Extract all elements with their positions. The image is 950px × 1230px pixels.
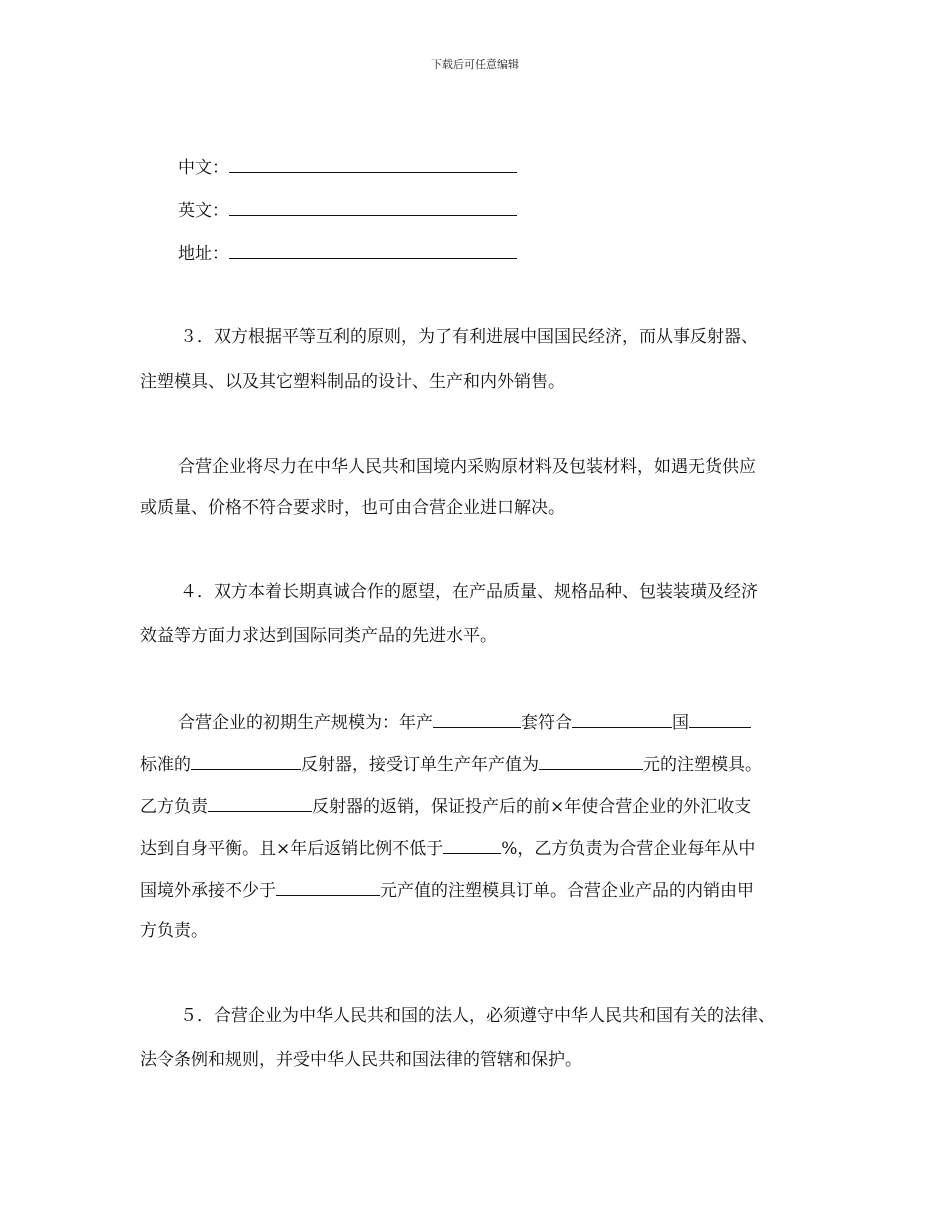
field-english-name	[178, 197, 517, 223]
field-address	[178, 240, 517, 266]
blank-line	[443, 835, 501, 854]
blank-line	[433, 709, 521, 728]
field-label: 英文：	[178, 201, 229, 221]
purchase-paragraph-line-2: 或质量、价格不符合要求时，也可由合营企业进口解决。	[140, 498, 565, 518]
section-4-line-1: ４．双方本着长期真诚合作的愿望，在产品质量、规格品种、包装装璜及经济	[180, 582, 758, 602]
blank-line	[689, 709, 751, 728]
blank-line	[191, 751, 301, 770]
section-3-line-2: 注塑模具、以及其它塑料制品的设计、生产和内外销售。	[140, 372, 565, 392]
scale-paragraph-line-5: 国境外承接不少于 元产值的注塑模具订单。合营企业产品的内销由甲	[140, 877, 754, 903]
blank-line	[539, 751, 643, 770]
blank-line	[572, 709, 672, 728]
blank-line	[229, 154, 517, 173]
scale-paragraph-line-1: 合营企业的初期生产规模为：年产 套符合 国	[178, 709, 751, 735]
blank-line	[229, 240, 517, 259]
blank-line	[208, 793, 312, 812]
field-chinese-name	[178, 154, 517, 180]
scale-paragraph-line-2: 标准的 反射器，接受订单生产年产值为 元的注塑模具。	[140, 751, 762, 777]
blank-line	[229, 197, 517, 216]
purchase-paragraph-line-1: 合营企业将尽力在中华人民共和国境内采购原材料及包装材料，如遇无货供应	[178, 457, 756, 477]
section-5-line-2: 法令条例和规则，并受中华人民共和国法律的管辖和保护。	[140, 1050, 582, 1070]
section-3-line-1: ３．双方根据平等互利的原则，为了有利进展中国国民经济，而从事反射器、	[180, 327, 758, 347]
scale-paragraph-line-6: 方负责。	[140, 921, 208, 941]
field-label: 地址：	[178, 244, 229, 264]
scale-paragraph-line-4: 达到自身平衡。且×年后返销比例不低于 %，乙方负责为合营企业每年从中	[140, 835, 755, 861]
field-label: 中文：	[178, 158, 229, 178]
section-4-line-2: 效益等方面力求达到国际同类产品的先进水平。	[140, 626, 497, 646]
section-5-line-1: ５．合营企业为中华人民共和国的法人，必须遵守中华人民共和国有关的法律、	[180, 1006, 775, 1026]
blank-line	[276, 877, 380, 896]
page-header: 下载后可任意编辑	[431, 58, 519, 71]
scale-paragraph-line-3: 乙方负责 反射器的返销，保证投产后的前×年使合营企业的外汇收支	[140, 793, 751, 819]
